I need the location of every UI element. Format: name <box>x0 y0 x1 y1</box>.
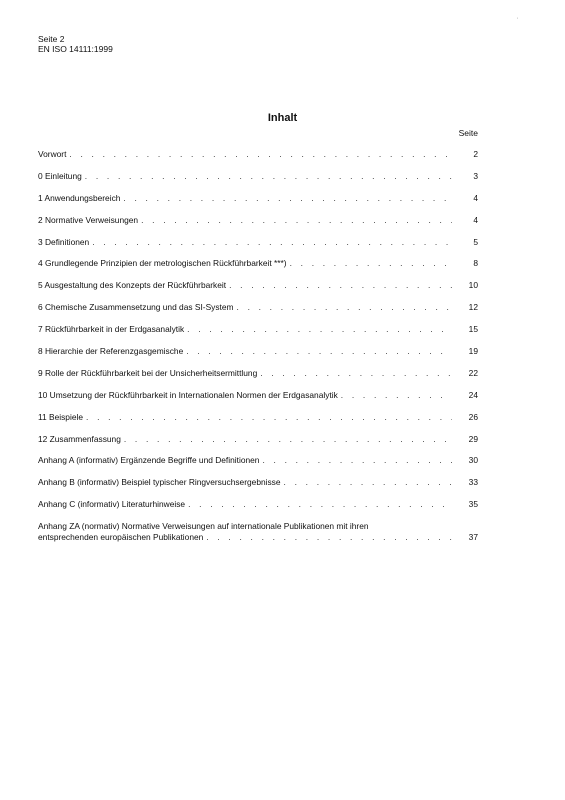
toc-entry-label-line2: entsprechenden europäischen Publikationen <box>38 531 204 542</box>
toc-entry-page: 5 <box>473 236 478 247</box>
toc-entry[interactable] <box>38 193 478 204</box>
toc-entry[interactable] <box>38 280 478 291</box>
toc-entry-label: 12 Zusammenfassung <box>38 433 121 444</box>
toc-entry-page: 19 <box>468 346 478 357</box>
toc-leader-dots <box>237 302 452 313</box>
toc-entry-page: 15 <box>468 324 478 335</box>
standard-designation: EN ISO 14111:1999 <box>38 44 113 54</box>
toc-leader-dots <box>85 171 452 182</box>
page-number-header: Seite 2 <box>38 34 65 44</box>
toc-entry[interactable] <box>38 237 478 248</box>
toc-entry[interactable] <box>38 499 478 510</box>
toc-entry-page: 24 <box>468 389 478 400</box>
toc-entry-page: 3 <box>473 170 478 181</box>
toc-entry[interactable] <box>38 302 478 313</box>
toc-leader-dots <box>341 390 452 401</box>
toc-leader-dots <box>141 215 452 226</box>
table-of-contents <box>38 149 478 554</box>
toc-entry[interactable] <box>38 149 478 160</box>
toc-entry-page: 4 <box>473 192 478 203</box>
toc-entry[interactable] <box>38 171 478 182</box>
toc-entry-line2 <box>38 532 478 543</box>
toc-leader-dots <box>186 346 452 357</box>
toc-entry[interactable] <box>38 258 478 269</box>
toc-entry-page: 37 <box>468 531 478 542</box>
toc-entry-page: 35 <box>468 499 478 510</box>
toc-entry-label: 2 Normative Verweisungen <box>38 214 139 225</box>
page-column-label: Seite <box>458 128 478 138</box>
toc-entry-label: Vorwort <box>38 149 67 159</box>
toc-entry[interactable] <box>38 346 478 357</box>
toc-entry-page: 4 <box>473 214 478 225</box>
toc-entry-label: 7 Rückführbarkeit in der Erdgasanalytik <box>38 324 185 335</box>
toc-entry[interactable] <box>38 215 478 226</box>
toc-entry-page: 2 <box>473 149 478 159</box>
toc-entry-label: 1 Anwendungsbereich <box>38 192 121 203</box>
toc-leader-dots <box>69 149 452 160</box>
toc-entry[interactable] <box>38 390 478 401</box>
toc-leader-dots <box>262 455 452 466</box>
toc-leader-dots <box>124 434 452 445</box>
toc-entry-page: 12 <box>468 302 478 313</box>
toc-entry-page: 22 <box>468 367 478 378</box>
toc-leader-dots <box>92 237 452 248</box>
toc-entry-label: Anhang A (informativ) Ergänzende Begriffe und Definitionen <box>38 455 260 466</box>
toc-entry-label: 4 Grundlegende Prinzipien der metrologischen Rückführbarkeit ***) <box>38 258 287 269</box>
toc-entry[interactable] <box>38 368 478 379</box>
toc-entry-label: 0 Einleitung <box>38 170 82 181</box>
toc-entry-page: 30 <box>468 455 478 466</box>
toc-entry-label: 8 Hierarchie der Referenzgasgemische <box>38 346 184 357</box>
toc-leader-dots <box>229 280 452 291</box>
toc-leader-dots <box>86 412 452 423</box>
toc-entry-annex-za[interactable] <box>38 521 478 542</box>
toc-entry-page: 33 <box>468 477 478 488</box>
toc-leader-dots <box>284 477 452 488</box>
toc-entry-label: 10 Umsetzung der Rückführbarkeit in Internationalen Normen der Erdgasanalytik <box>38 389 338 400</box>
toc-entry-label: Anhang B (informativ) Beispiel typischer Ringversuchsergebnisse <box>38 477 281 488</box>
page-header <box>38 34 113 54</box>
toc-entry-page: 26 <box>468 411 478 422</box>
toc-entry-label: Anhang C (informativ) Literaturhinweise <box>38 499 186 510</box>
toc-leader-dots <box>123 193 452 204</box>
toc-entry-page: 8 <box>473 258 478 269</box>
toc-leader-dots <box>206 532 452 543</box>
toc-entry[interactable] <box>38 412 478 423</box>
toc-entry-label: 3 Definitionen <box>38 236 90 247</box>
toc-entry[interactable] <box>38 324 478 335</box>
toc-entry-label-line1: Anhang ZA (normativ) Normative Verweisungen auf internationale Publikationen mit ihren <box>38 521 369 532</box>
toc-entry-label: 5 Ausgestaltung des Konzepts der Rückführbarkeit <box>38 280 227 291</box>
toc-entry[interactable] <box>38 434 478 445</box>
toc-title: Inhalt <box>267 112 298 124</box>
toc-entry-label: 6 Chemische Zusammensetzung und das SI-System <box>38 302 234 313</box>
toc-leader-dots <box>290 258 452 269</box>
toc-leader-dots <box>187 324 452 335</box>
toc-entry-page: 29 <box>468 433 478 444</box>
toc-entry[interactable] <box>38 477 478 488</box>
toc-leader-dots <box>260 368 452 379</box>
toc-entry-label: 9 Rolle der Rückführbarkeit bei der Unsicherheitsermittlung <box>38 367 258 378</box>
scan-mark: ' <box>517 18 519 24</box>
toc-leader-dots <box>188 499 452 510</box>
toc-entry[interactable] <box>38 455 478 466</box>
toc-entry-page: 10 <box>468 280 478 291</box>
toc-entry-label: 11 Beispiele <box>38 411 84 422</box>
